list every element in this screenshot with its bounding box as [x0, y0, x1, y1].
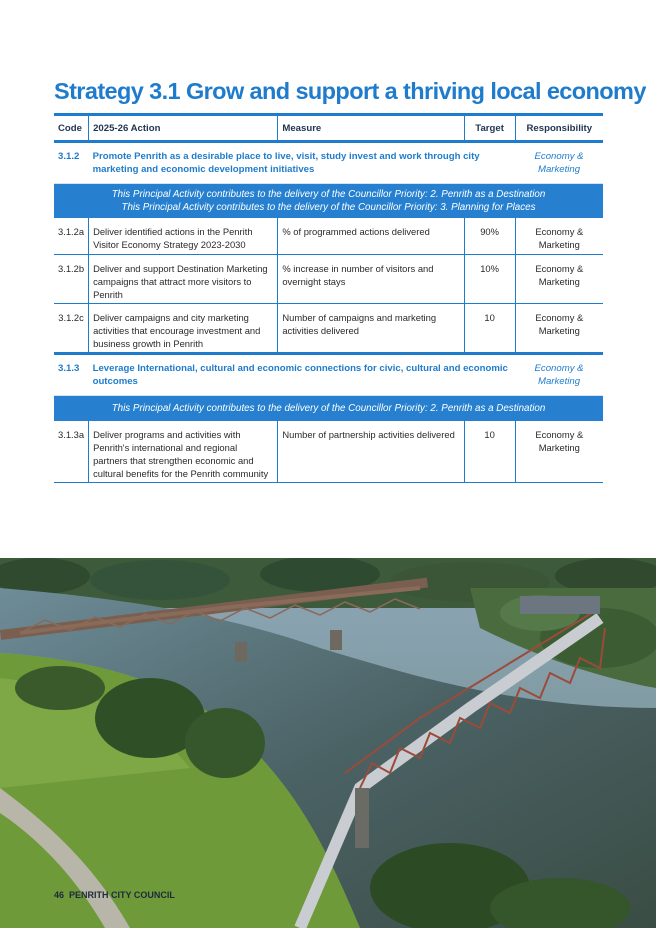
action-code: 3.1.2a [54, 218, 89, 254]
activity-responsibility: Economy & Marketing [515, 353, 603, 395]
contribution-text: This Principal Activity contributes to the delivery of the Councillor Priority: 2. Penrith as a Destination [111, 189, 546, 200]
activity-responsibility: Economy & Marketing [515, 142, 603, 184]
activity-code: 3.1.2 [54, 142, 89, 184]
action-responsibility: Economy & Marketing [515, 254, 603, 303]
action-text: Deliver programs and activities with Penrith's international and regional partners that strengthen economic and cultural benefits for the Penrith community [89, 421, 278, 483]
header-responsibility: Responsibility [515, 115, 603, 142]
action-responsibility: Economy & Marketing [515, 303, 603, 353]
action-code: 3.1.3a [54, 421, 89, 483]
contribution-text: This Principal Activity contributes to the delivery of the Councillor Priority: 3. Planning for Places [121, 202, 536, 213]
river-bridge-photo [0, 558, 656, 928]
action-responsibility: Economy & Marketing [515, 218, 603, 254]
organisation-name: PENRITH CITY COUNCIL [69, 890, 175, 900]
action-responsibility: Economy & Marketing [515, 421, 603, 483]
action-text: Deliver identified actions in the Penrith Visitor Economy Strategy 2023-2030 [89, 218, 278, 254]
header-measure: Measure [278, 115, 464, 142]
activity-code: 3.1.3 [54, 353, 89, 395]
table-row [54, 421, 603, 483]
action-table [54, 113, 603, 483]
action-text: Deliver campaigns and city marketing activities that encourage investment and business growth in Penrith [89, 303, 278, 353]
action-code: 3.1.2c [54, 303, 89, 353]
action-target: 90% [464, 218, 515, 254]
table-row [54, 254, 603, 303]
page-number: 46 [54, 890, 65, 900]
action-target: 10 [464, 421, 515, 483]
header-code: Code [54, 115, 89, 142]
table-row [54, 303, 603, 353]
table-row [54, 218, 603, 254]
contribution-banner [54, 184, 603, 219]
header-action: 2025-26 Action [89, 115, 278, 142]
aerial-photo-illustration [0, 558, 656, 928]
action-code: 3.1.2b [54, 254, 89, 303]
activity-row [54, 142, 603, 184]
contribution-banner [54, 395, 603, 421]
page-title: Strategy 3.1 Grow and support a thriving local economy [54, 78, 646, 104]
action-measure: % increase in number of visitors and overnight stays [278, 254, 464, 303]
activity-title: Leverage International, cultural and economic connections for civic, cultural and economic outcomes [89, 353, 515, 395]
action-measure: % of programmed actions delivered [278, 218, 464, 254]
action-measure: Number of partnership activities delivered [278, 421, 464, 483]
action-text: Deliver and support Destination Marketing campaigns that attract more visitors to Penrith [89, 254, 278, 303]
action-target: 10 [464, 303, 515, 353]
page-footer [54, 890, 175, 900]
action-target: 10% [464, 254, 515, 303]
table-header-row [54, 115, 603, 142]
activity-row [54, 353, 603, 395]
action-measure: Number of campaigns and marketing activities delivered [278, 303, 464, 353]
contribution-text: This Principal Activity contributes to the delivery of the Councillor Priority: 2. Penrith as a Destination [111, 402, 546, 414]
header-target: Target [464, 115, 515, 142]
activity-title: Promote Penrith as a desirable place to live, visit, study invest and work through city marketing and economic development initiatives [89, 142, 515, 184]
